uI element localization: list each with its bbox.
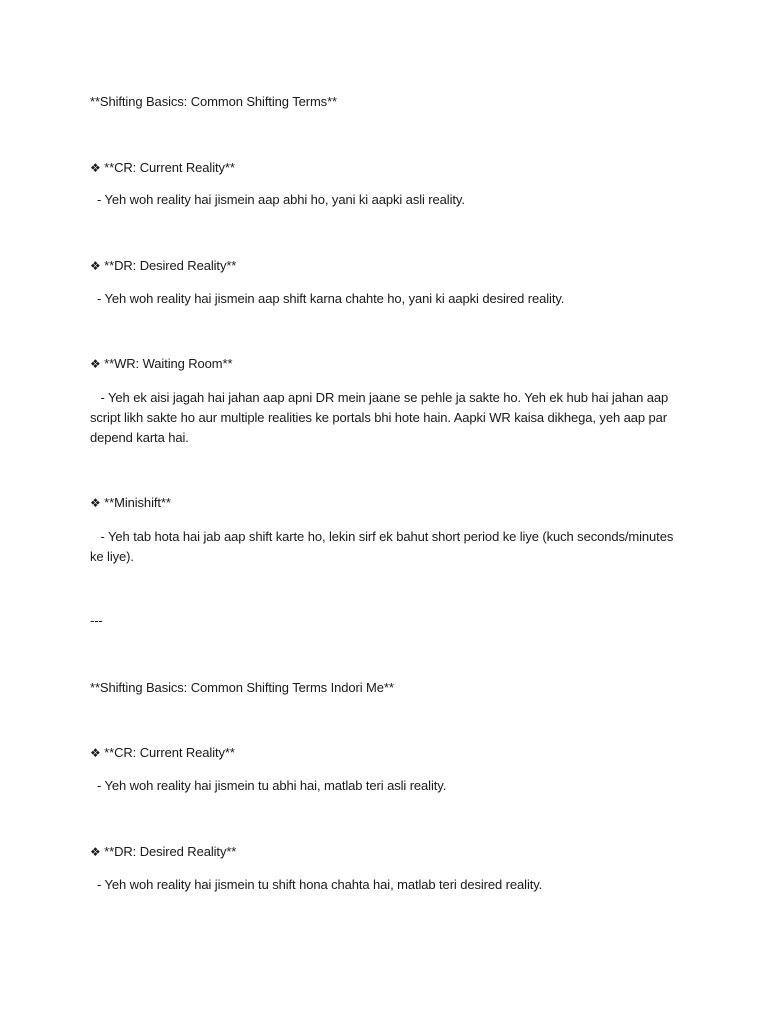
term-label: **DR: Desired Reality** <box>100 258 237 273</box>
term-label: **Minishift** <box>100 495 171 510</box>
term-heading-wr <box>90 354 232 374</box>
term-heading-minishift <box>90 493 171 513</box>
diamond-bullet-icon: ❖ <box>90 845 101 859</box>
diamond-bullet-icon: ❖ <box>90 161 101 175</box>
term-label: **CR: Current Reality** <box>100 160 235 175</box>
term-heading-cr <box>90 158 235 178</box>
diamond-bullet-icon: ❖ <box>90 746 101 760</box>
term-label: **DR: Desired Reality** <box>100 844 237 859</box>
term-description: - Yeh woh reality hai jismein tu abhi hai, matlab teri asli reality. <box>90 778 447 793</box>
term-heading-dr <box>90 842 236 862</box>
section-title: **Shifting Basics: Common Shifting Terms** <box>90 94 337 109</box>
term-description: - Yeh woh reality hai jismein aap shift karna chahte ho, yani ki aapki desired reality. <box>90 291 565 306</box>
term-description: - Yeh ek aisi jagah hai jahan aap apni DR mein jaane se pehle ja sakte ho. Yeh ek hub hai jahan aap script likh sakte ho aur multiple realities ke portals bhi hote hain. Aapki WR kaisa dikhega, yeh aap par depend karta hai. <box>90 390 672 445</box>
term-label: **WR: Waiting Room** <box>100 356 233 371</box>
term-heading-cr <box>90 743 235 763</box>
diamond-bullet-icon: ❖ <box>90 496 101 510</box>
term-heading-dr <box>90 256 236 276</box>
section-title: **Shifting Basics: Common Shifting Terms Indori Me** <box>90 680 394 695</box>
term-description: - Yeh woh reality hai jismein aap abhi ho, yani ki aapki asli reality. <box>90 192 465 207</box>
term-description: - Yeh tab hota hai jab aap shift karte ho, lekin sirf ek bahut short period ke liye (kuch seconds/minutes ke liye). <box>90 529 677 564</box>
divider-text: --- <box>90 613 103 628</box>
diamond-bullet-icon: ❖ <box>90 357 101 371</box>
diamond-bullet-icon: ❖ <box>90 259 101 273</box>
term-description: - Yeh woh reality hai jismein tu shift hona chahta hai, matlab teri desired reality. <box>90 877 543 892</box>
term-label: **CR: Current Reality** <box>100 745 235 760</box>
